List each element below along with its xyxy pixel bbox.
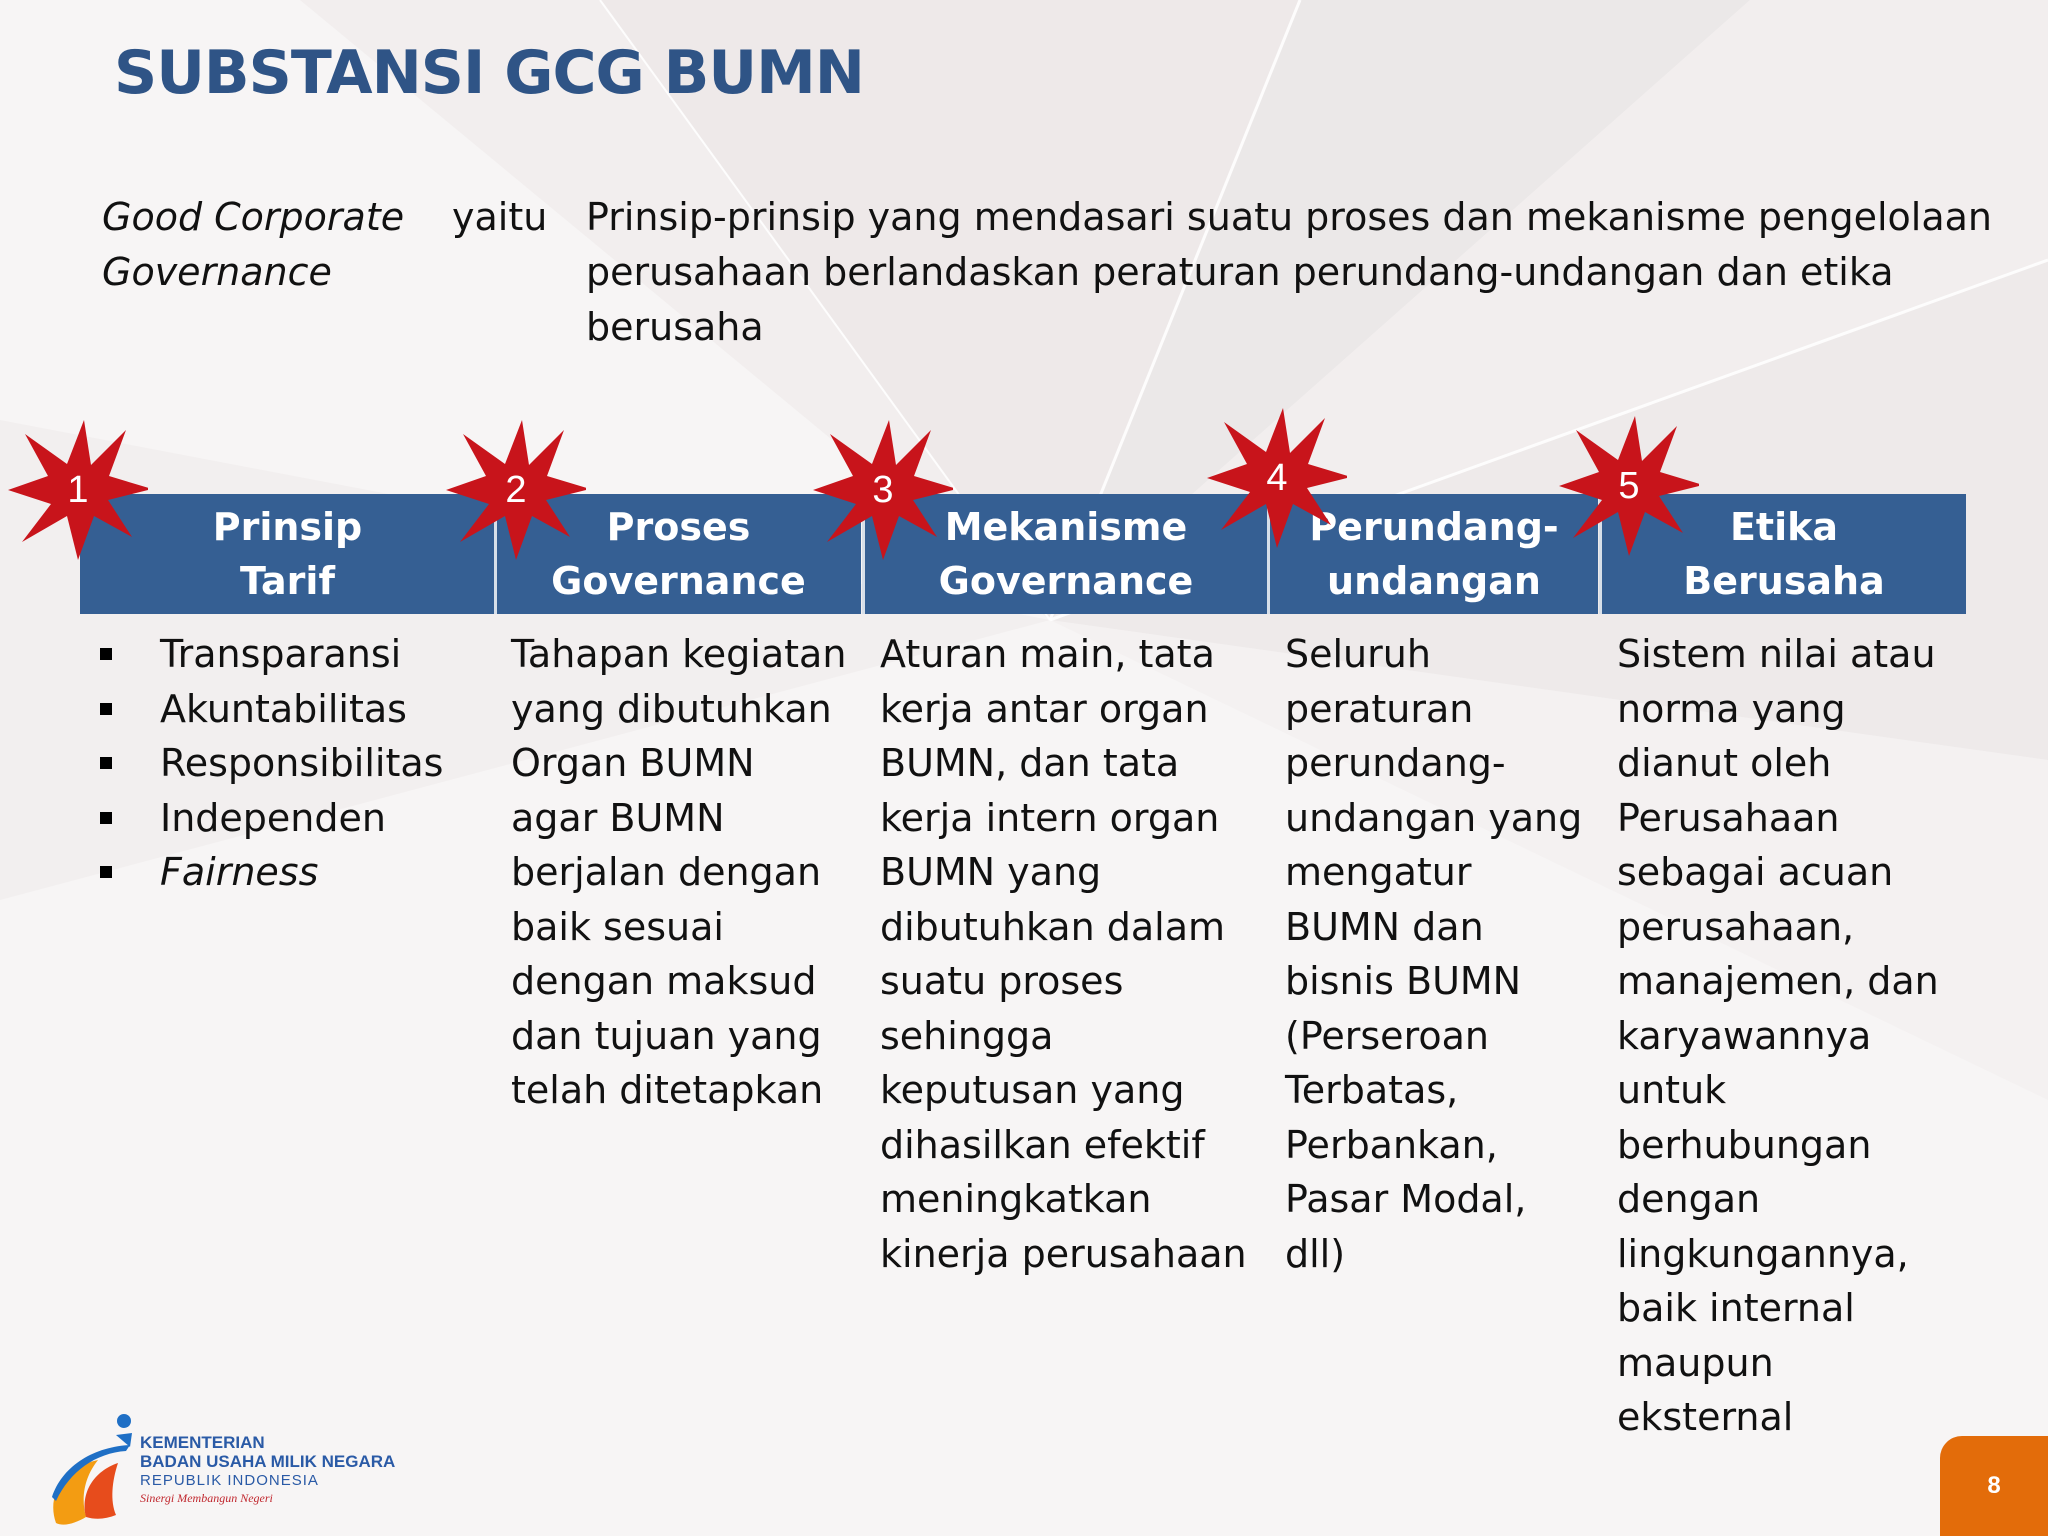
bumn-logo-icon	[46, 1405, 146, 1535]
header-line: undangan	[1327, 559, 1541, 603]
logo-text	[140, 1433, 395, 1506]
text-line: dengan	[1617, 1177, 1761, 1221]
badge-number: 2	[505, 468, 527, 511]
header-line: Tarif	[240, 559, 335, 603]
text-line: Sistem nilai atau	[1617, 632, 1936, 676]
text-line: dianut oleh	[1617, 741, 1832, 785]
header-line: Governance	[938, 559, 1194, 603]
definition-term-line2: Governance	[102, 250, 332, 294]
text-line: eksternal	[1617, 1395, 1794, 1439]
text-line: agar BUMN	[511, 795, 725, 840]
text-line: dengan maksud	[511, 959, 817, 1003]
badge-number: 5	[1618, 464, 1640, 507]
text-line: baik sesuai	[511, 904, 724, 949]
header-line: Prinsip	[212, 505, 363, 549]
list-item: Fairness	[100, 845, 443, 900]
text-line: Perusahaan	[1617, 795, 1840, 840]
text-line: telah ditetapkan	[511, 1068, 824, 1112]
text-line: Terbatas,	[1285, 1068, 1459, 1112]
text-line: perusahaan,	[1617, 904, 1855, 949]
number-badge-2	[446, 420, 586, 560]
text-line: mengatur	[1285, 850, 1472, 894]
text-line: suatu proses	[880, 959, 1124, 1003]
logo-line1: KEMENTERIAN	[140, 1433, 265, 1452]
number-badge-5	[1559, 416, 1699, 556]
logo-tagline: Sinergi Membangun Negeri	[140, 1491, 273, 1505]
text-line: Pasar Modal,	[1285, 1177, 1527, 1221]
text-line: sebagai acuan	[1617, 850, 1894, 894]
text-line: Tahapan kegiatan	[511, 632, 847, 676]
definition-text	[586, 190, 2006, 355]
list-item: Akuntabilitas	[100, 682, 443, 737]
text-line: BUMN, dan tata	[880, 741, 1180, 785]
text-line: Aturan main, tata	[880, 632, 1215, 676]
text-line: dibutuhkan dalam	[880, 904, 1226, 949]
text-line: kinerja perusahaan	[880, 1231, 1247, 1276]
header-line: Etika	[1729, 505, 1839, 549]
text-line: baik internal	[1617, 1286, 1855, 1330]
text-line: dll)	[1285, 1231, 1346, 1276]
text-line: perundang-	[1285, 741, 1506, 785]
logo-line2: BADAN USAHA MILIK NEGARA	[140, 1452, 396, 1471]
text-line: dan tujuan yang	[511, 1013, 822, 1058]
text-line: manajemen, dan	[1617, 959, 1939, 1003]
definition-text-line1: Prinsip-prinsip yang mendasari suatu proses dan mekanisme pengelolaan	[586, 195, 1992, 239]
number-badge-3	[813, 420, 953, 560]
badge-number: 1	[67, 468, 89, 511]
list-item: Responsibilitas	[100, 736, 443, 791]
list-item: Independen	[100, 791, 443, 846]
definition-term	[102, 190, 432, 300]
mekanisme-governance-text	[880, 627, 1247, 1281]
logo-line3: REPUBLIK INDONESIA	[140, 1472, 319, 1489]
text-line: Perbankan,	[1285, 1122, 1498, 1167]
header-line: Proses	[606, 505, 751, 549]
perundang-undangan-text	[1285, 627, 1582, 1281]
definition-separator: yaitu	[452, 195, 548, 239]
text-line: kerja intern organ	[880, 795, 1220, 840]
text-line: maupun	[1617, 1340, 1774, 1385]
text-line: (Perseroan	[1285, 1013, 1489, 1058]
text-line: Organ BUMN	[511, 741, 755, 785]
text-line: bisnis BUMN	[1285, 959, 1522, 1003]
page-number: 8	[1940, 1436, 2048, 1536]
text-line: sehingga	[880, 1013, 1054, 1058]
text-line: BUMN dan	[1285, 904, 1484, 949]
header-line: Mekanisme	[944, 505, 1188, 549]
etika-berusaha-text	[1617, 627, 1939, 1445]
text-line: peraturan	[1285, 686, 1474, 731]
text-line: keputusan yang	[880, 1068, 1185, 1112]
text-line: kerja antar organ	[880, 686, 1209, 731]
text-line: karyawannya	[1617, 1013, 1872, 1058]
list-item: Transparansi	[100, 627, 443, 682]
proses-governance-text	[511, 627, 846, 1118]
text-line: dihasilkan efektif	[880, 1122, 1205, 1167]
number-badge-1	[8, 420, 148, 560]
badge-number: 4	[1266, 456, 1288, 499]
header-line: Perundang-	[1309, 505, 1559, 549]
text-line: berjalan dengan	[511, 850, 822, 894]
number-badge-4	[1207, 408, 1347, 548]
text-line: undangan yang	[1285, 795, 1583, 840]
text-line: untuk	[1617, 1068, 1727, 1112]
header-line: Governance	[551, 559, 806, 603]
header-line: Berusaha	[1683, 559, 1885, 603]
definition-text-line2: perusahaan berlandaskan peraturan perundang-undangan dan etika	[586, 250, 1894, 294]
text-line: norma yang	[1617, 686, 1846, 731]
definition-term-line1: Good Corporate	[102, 195, 405, 239]
principles-list	[100, 627, 443, 900]
badge-number: 3	[872, 468, 894, 511]
text-line: BUMN yang	[880, 850, 1102, 894]
text-line: lingkungannya,	[1617, 1231, 1909, 1276]
text-line: yang dibutuhkan	[511, 686, 832, 731]
text-line: Seluruh	[1285, 632, 1431, 676]
slide-title: SUBSTANSI GCG BUMN	[114, 38, 865, 108]
text-line: meningkatkan	[880, 1177, 1152, 1221]
definition-text-line3: berusaha	[586, 305, 764, 349]
text-line: berhubungan	[1617, 1122, 1872, 1167]
